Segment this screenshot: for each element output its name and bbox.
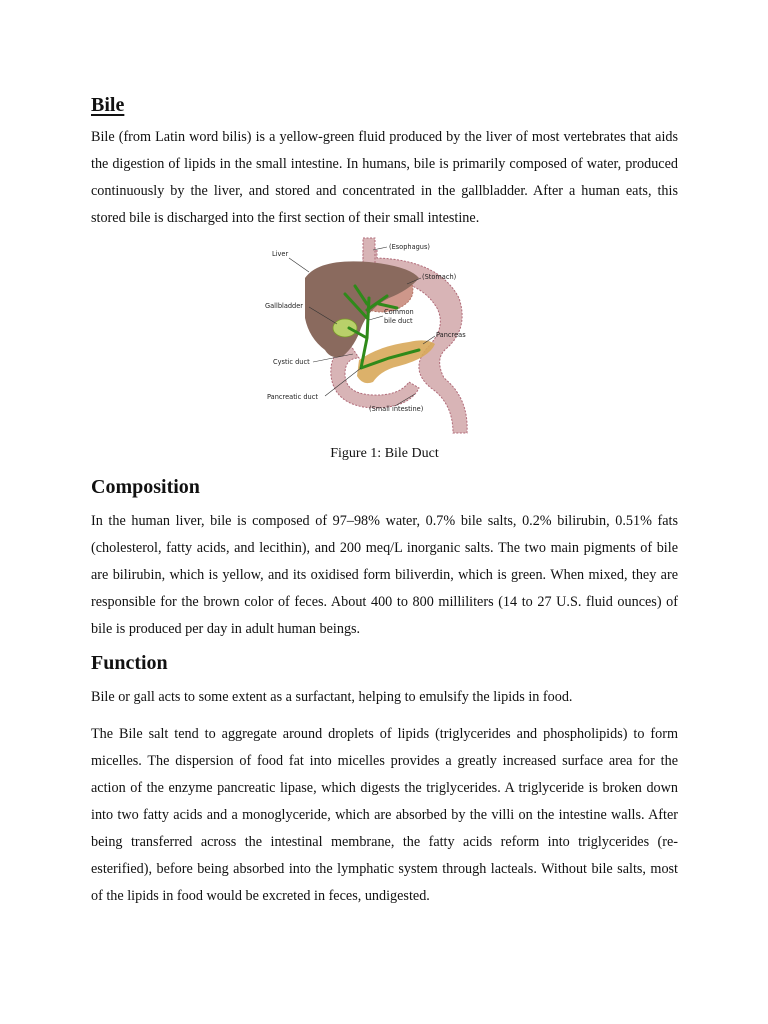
function-paragraph-2: The Bile salt tend to aggregate around droplets of lipids (triglycerides and phospholipids) to form micelles. The dispersion of food fat into micelles provides a greatly increased surface area for the action of the enzyme pancreatic lipase, which digests the triglycerides. A triglyceride is broken down into two fatty acids and a monoglyceride, which are absorbed by the villi on the intestine walls. After being transferred across the intestinal membrane, the fatty acids reform into triglycerides (re-esterified), before being absorbed into the lymphatic system through lacteals. Without bile salts, most of the lipids in food would be excreted in feces, undigested. bbox=[91, 726, 678, 904]
bile-duct-diagram bbox=[265, 238, 505, 441]
label-cystic-duct: Cystic duct bbox=[273, 358, 310, 366]
label-liver: Liver bbox=[272, 250, 289, 258]
label-small-intestine: (Small intestine) bbox=[369, 405, 424, 413]
gallbladder-shape bbox=[333, 319, 357, 337]
label-esophagus: (Esophagus) bbox=[389, 243, 430, 251]
label-common-bile-duct-1: Common bbox=[384, 308, 414, 316]
function-heading: Function bbox=[91, 652, 168, 674]
composition-heading: Composition bbox=[91, 476, 200, 498]
label-gallbladder: Gallbladder bbox=[265, 302, 304, 310]
document-page bbox=[91, 92, 678, 910]
composition-paragraph: In the human liver, bile is composed of 97–98% water, 0.7% bile salts, 0.2% bilirubin, 0.51% fats (cholesterol, fatty acids, and lecithin), and 200 meq/L inorganic salts. The two main pigments of bile are bilirubin, which is yellow, and its oxidised form biliverdin, which is green. When mixed, they are responsible for the brown color of feces. About 400 to 800 milliliters (14 to 27 U.S. fluid ounces) of bile is produced per day in adult human beings. bbox=[91, 513, 678, 637]
label-common-bile-duct-2: bile duct bbox=[384, 317, 413, 325]
function-paragraph-1: Bile or gall acts to some extent as a surfactant, helping to emulsify the lipids in food. bbox=[91, 689, 573, 705]
bile-duct-figure bbox=[91, 238, 678, 441]
bile-paragraph: Bile (from Latin word bilis) is a yellow-green fluid produced by the liver of most vertebrates that aids the digestion of lipids in the small intestine. In humans, bile is primarily composed of water, produced continuously by the liver, and stored and concentrated in the gallbladder. After a human eats, this stored bile is discharged into the first section of their small intestine. bbox=[91, 129, 678, 226]
label-pancreatic-duct: Pancreatic duct bbox=[267, 393, 318, 401]
figure-caption: Figure 1: Bile Duct bbox=[330, 446, 439, 461]
label-stomach: (Stomach) bbox=[422, 273, 457, 281]
label-pancreas: Pancreas bbox=[436, 331, 466, 339]
bile-heading: Bile bbox=[91, 94, 125, 116]
